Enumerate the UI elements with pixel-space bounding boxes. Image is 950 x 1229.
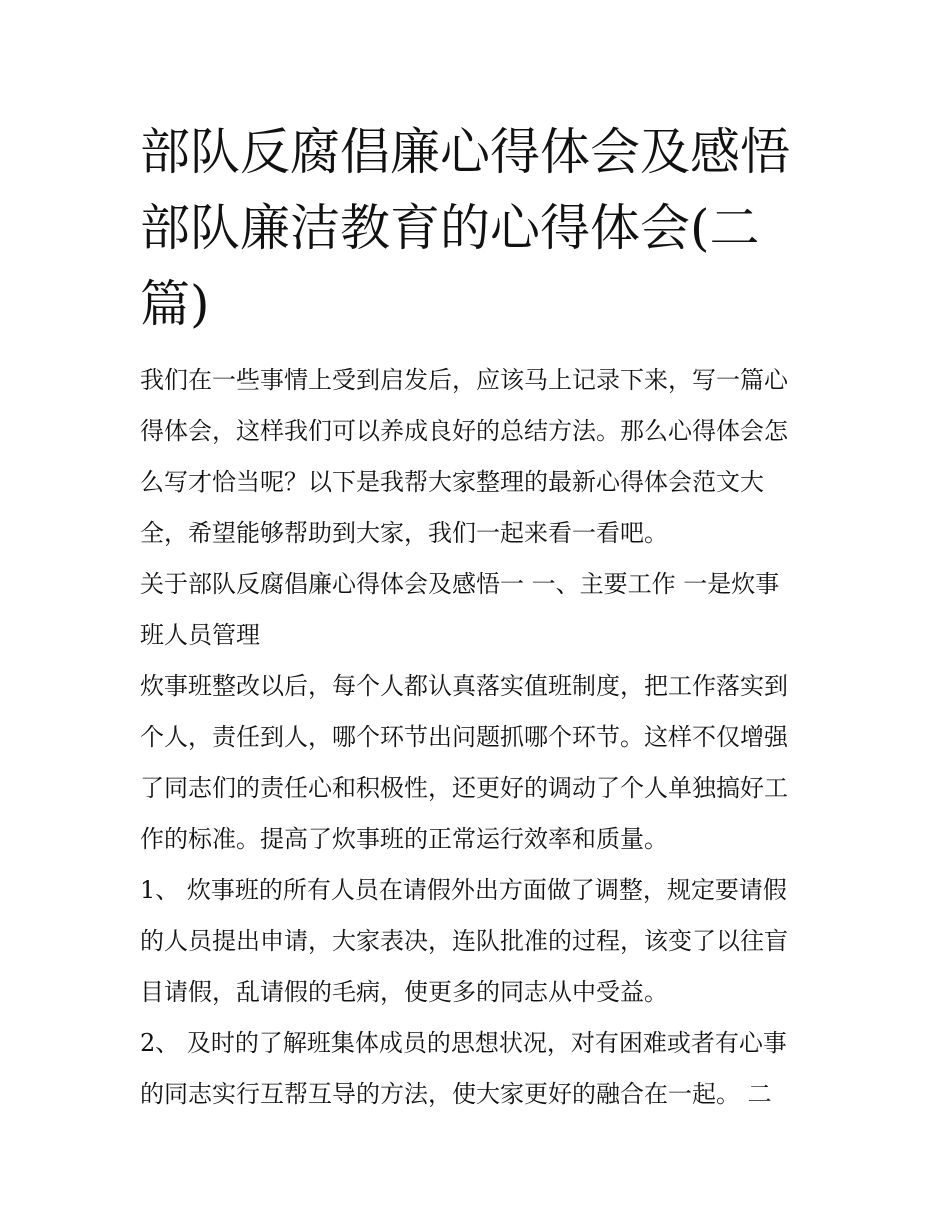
paragraph-item-2: [140, 1018, 820, 1120]
text-line: 的人员提出申请，大家表决，连队批准的过程，该变了以往盲: [140, 927, 788, 955]
text-line: 作的标准。提高了炊事班的正常运行效率和质量。: [140, 825, 668, 853]
text-line: 么写才恰当呢？以下是我帮大家整理的最新心得体会范文大: [140, 468, 764, 496]
text-line: 关于部队反腐倡廉心得体会及感悟一 一、主要工作 一是炊事: [140, 570, 780, 598]
title-line: 部队廉洁教育的心得体会(二: [140, 199, 760, 257]
paragraph-section-heading: [140, 559, 820, 661]
text-line: 的同志实行互帮互导的方法，使大家更好的融合在一起。 二: [140, 1080, 772, 1108]
paragraph-kitchen-reform: [140, 661, 820, 865]
text-line: 1、 炊事班的所有人员在请假外出方面做了调整，规定要请假: [140, 876, 787, 904]
text-line: 2、 及时的了解班集体成员的思想状况，对有困难或者有心事: [140, 1029, 787, 1057]
text-line: 得体会，这样我们可以养成良好的总结方法。那么心得体会怎: [140, 417, 788, 445]
text-line: 全，希望能够帮助到大家，我们一起来看一看吧。: [140, 519, 668, 547]
text-line: 炊事班整改以后，每个人都认真落实值班制度，把工作落实到: [140, 672, 788, 700]
text-line: 我们在一些事情上受到启发后，应该马上记录下来，写一篇心: [140, 366, 788, 394]
paragraph-intro: [140, 355, 820, 559]
document-title: [140, 114, 820, 342]
title-line: 篇): [140, 275, 210, 333]
text-line: 个人，责任到人，哪个环节出问题抓哪个环节。这样不仅增强: [140, 723, 788, 751]
paragraph-item-1: [140, 865, 820, 1018]
title-line: 部队反腐倡廉心得体会及感悟: [140, 123, 790, 181]
text-line: 了同志们的责任心和积极性，还更好的调动了个人单独搞好工: [140, 774, 788, 802]
text-line: 班人员管理: [140, 621, 260, 649]
document-body: [140, 355, 820, 1120]
text-line: 目请假，乱请假的毛病，使更多的同志从中受益。: [140, 978, 668, 1006]
